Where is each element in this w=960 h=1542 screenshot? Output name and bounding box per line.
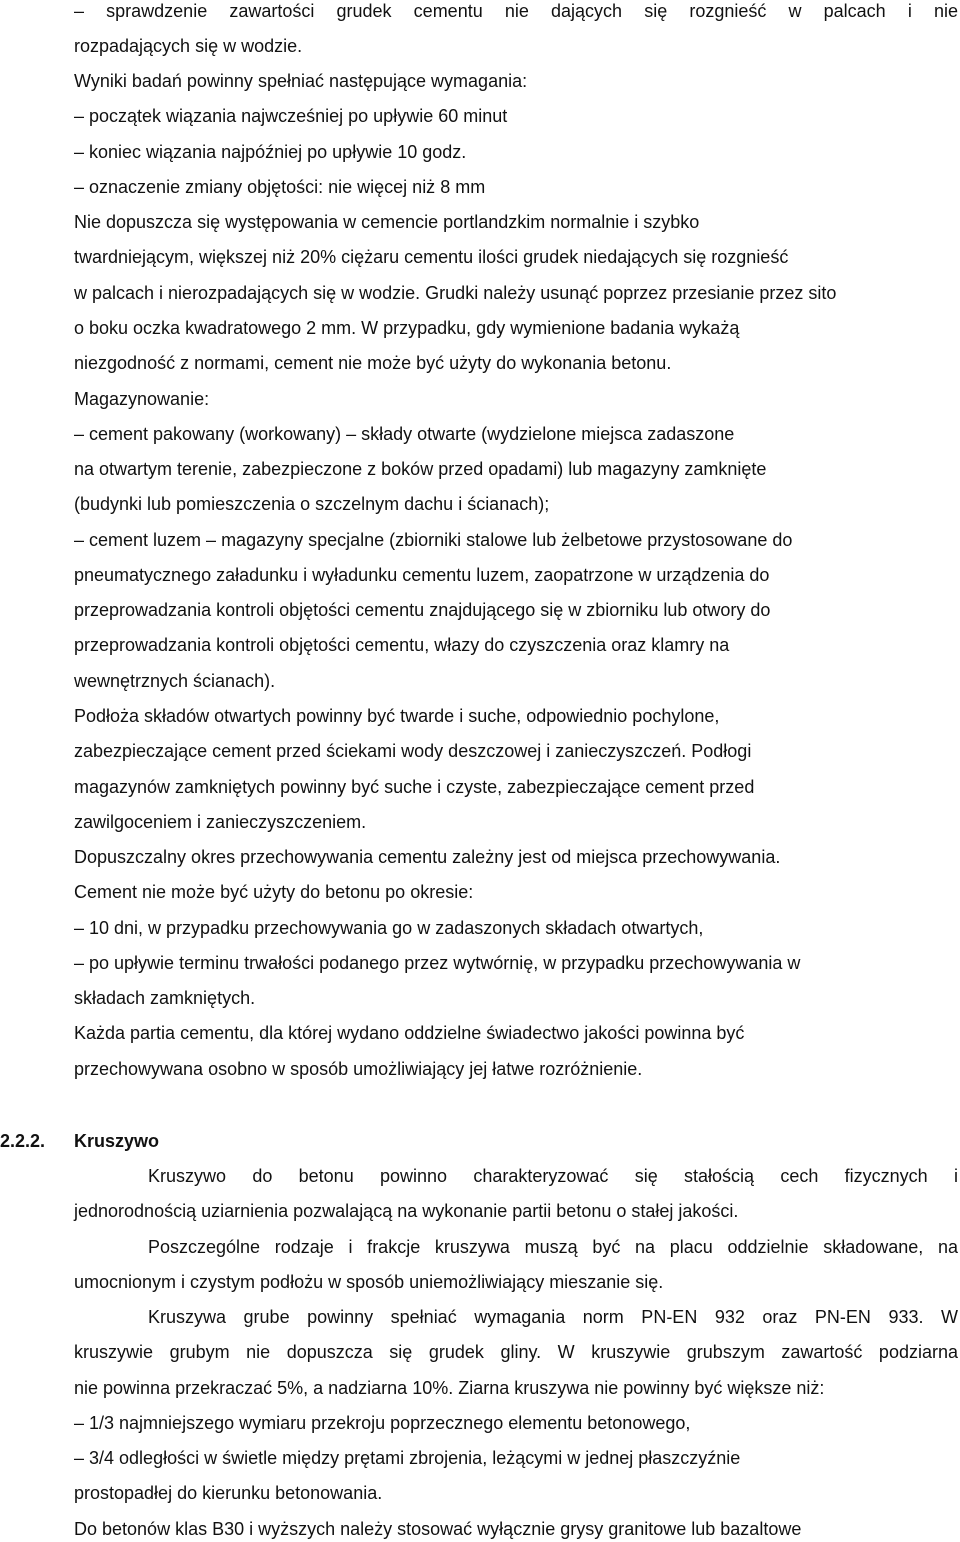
text-line: magazynów zamkniętych powinny być suche i czyste, zabezpieczające cement przed [74,777,755,797]
text-line: – 10 dni, w przypadku przechowywania go w zadaszonych składach otwartych, [74,918,704,938]
text-line: Kruszywo do betonu powinno charakteryzować się stałością cech fizycznych i [148,1166,958,1186]
text-line: – cement luzem – magazyny specjalne (zbiorniki stalowe lub żelbetowe przystosowane do [74,530,793,550]
text-line: Nie dopuszcza się występowania w cemencie portlandzkim normalnie i szybko [74,212,700,232]
text-line: pneumatycznego załadunku i wyładunku cementu luzem, zaopatrzone w urządzenia do [74,565,770,585]
text-line: – sprawdzenie zawartości grudek cementu nie dających się rozgnieść w palcach i nie [74,1,958,21]
text-line: Każda partia cementu, dla której wydano oddzielne świadectwo jakości powinna być [74,1023,745,1043]
text-line: o boku oczka kwadratowego 2 mm. W przypadku, gdy wymienione badania wykażą [74,318,740,338]
text-line: w palcach i nierozpadających się w wodzie. Grudki należy usunąć poprzez przesianie przez sito [74,283,837,303]
text-line: Do betonów klas B30 i wyższych należy stosować wyłącznie grysy granitowe lub bazaltowe [74,1519,802,1539]
text-line: Poszczególne rodzaje i frakcje kruszywa muszą być na placu oddzielnie składowane, na [148,1237,958,1257]
text-line: przeprowadzania kontroli objętości cementu znajdującego się w zbiorniku lub otwory do [74,600,771,620]
section-number: 2.2.2. [0,1131,46,1151]
text-line: przechowywana osobno w sposób umożliwiający jej łatwe rozróżnienie. [74,1059,643,1079]
text-line: – cement pakowany (workowany) – składy otwarte (wydzielone miejsca zadaszone [74,424,735,444]
text-line: niezgodność z normami, cement nie może być użyty do wykonania betonu. [74,353,672,373]
text-line: – koniec wiązania najpóźniej po upływie 10 godz. [74,142,467,162]
text-line: przeprowadzania kontroli objętości cementu, włazy do czyszczenia oraz klamry na [74,635,730,655]
text-line: Podłoża składów otwartych powinny być twarde i suche, odpowiednio pochylone, [74,706,720,726]
text-line: – po upływie terminu trwałości podanego przez wytwórnię, w przypadku przechowywania w [74,953,801,973]
text-line: umocnionym i czystym podłożu w sposób uniemożliwiający mieszanie się. [74,1272,664,1292]
text-line: Wyniki badań powinny spełniać następujące wymagania: [74,71,528,91]
text-line: jednorodnością uziarnienia pozwalającą na wykonanie partii betonu o stałej jakości. [74,1201,739,1221]
text-line: na otwartym terenie, zabezpieczone z boków przed opadami) lub magazyny zamknięte [74,459,767,479]
text-line: – 3/4 odległości w świetle między prętami zbrojenia, leżącymi w jednej płaszczyźnie [74,1448,741,1468]
text-line: Kruszywa grube powinny spełniać wymagania norm PN-EN 932 oraz PN-EN 933. W [148,1307,958,1327]
text-line: prostopadłej do kierunku betonowania. [74,1483,383,1503]
text-line: – 1/3 najmniejszego wymiaru przekroju poprzecznego elementu betonowego, [74,1413,691,1433]
text-line: (budynki lub pomieszczenia o szczelnym dachu i ścianach); [74,494,550,514]
text-line: kruszywie grubym nie dopuszcza się grudek gliny. W kruszywie grubszym zawartość podziarna [74,1342,958,1362]
text-line: – oznaczenie zmiany objętości: nie więcej niż 8 mm [74,177,486,197]
text-line: nie powinna przekraczać 5%, a nadziarna 10%. Ziarna kruszywa nie powinny być większe niż: [74,1378,825,1398]
text-line: twardniejącym, większej niż 20% ciężaru cementu ilości grudek niedających się rozgnieść [74,247,789,267]
text-line: składach zamkniętych. [74,988,256,1008]
text-line: – początek wiązania najwcześniej po upływie 60 minut [74,106,508,126]
text-line: wewnętrznych ścianach). [74,671,276,691]
text-line: Magazynowanie: [74,389,210,409]
text-line: Cement nie może być użyty do betonu po okresie: [74,882,474,902]
text-line: rozpadających się w wodzie. [74,36,303,56]
text-line: Dopuszczalny okres przechowywania cementu zależny jest od miejsca przechowywania. [74,847,781,867]
text-line: zabezpieczające cement przed ściekami wody deszczowej i zanieczyszczeń. Podłogi [74,741,752,761]
section-heading [0,1130,960,1152]
section-title: Kruszywo [74,1131,160,1151]
text-line: zawilgoceniem i zanieczyszczeniem. [74,812,367,832]
